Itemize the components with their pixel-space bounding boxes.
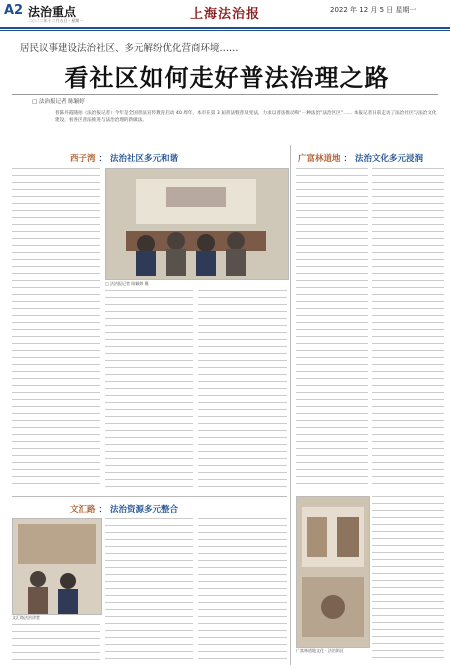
byline: □ 法治报记者 陈颖婷 — [32, 99, 85, 105]
photo-lecture-illustration — [13, 519, 101, 614]
body-column-8 — [372, 168, 444, 490]
section-title-text: 法治资源多元整合 — [109, 505, 178, 515]
photo-street-illustration — [297, 497, 369, 647]
section-title-text: 法治社区多元和谐 — [109, 154, 178, 164]
photo-caption-3: 文汇路法治讲堂 — [12, 615, 40, 620]
header-rule — [0, 27, 450, 29]
page-number: A2 — [4, 3, 24, 18]
header-rule-thin — [0, 30, 450, 31]
masthead-logo: 上海法治报 — [190, 7, 261, 22]
news-photo-1 — [105, 168, 289, 280]
news-photo-3 — [12, 518, 102, 615]
body-column-9 — [372, 496, 444, 664]
section-sep: ： — [95, 154, 110, 164]
kicker-line: 居民议事建设法治社区、多元解纷优化营商环境…… — [20, 43, 239, 54]
section-title-text: 法治文化多元浸润 — [354, 154, 423, 164]
section-place: 文汇路 — [70, 505, 96, 515]
photo-caption-1: □ 法治报记者 陈颖婷 摄 — [105, 281, 149, 286]
section-title: 法治重点 — [28, 5, 77, 19]
body-column-7 — [296, 168, 368, 490]
column-divider — [290, 145, 291, 665]
lead-paragraph: 普陈丹霞随拍（法治报记者）今年是全国普法宣传教育启动 40 周年，本市在第 3 届普法暨普及宪法，力求以普法推动和“一种法治”法治区区”…… 本报记者日前走访了法治社区与法治文化建设，看各区普法推进与法治治理的新做法。 — [55, 111, 437, 123]
photo-caption-2: 广富林道地文化 · 法治街区 — [296, 648, 344, 653]
section-place: 西子湾 — [70, 154, 96, 164]
body-column-6 — [198, 518, 287, 664]
section-divider — [12, 496, 287, 497]
photo-meeting-illustration — [106, 169, 288, 279]
header-subline: 二○二二年十二月五日 · 星期一 — [28, 18, 84, 23]
body-column-2 — [105, 290, 193, 490]
body-column-5 — [105, 518, 193, 664]
headline-rule — [12, 94, 438, 95]
section-heading-1 — [70, 152, 178, 164]
section-place: 广富林道地 — [298, 154, 341, 164]
section-sep: ： — [340, 154, 355, 164]
issue-date: 2022 年 12 月 5 日 星期一 — [330, 6, 417, 14]
body-column-4 — [12, 624, 100, 664]
section-heading-3 — [70, 503, 178, 515]
news-photo-2 — [296, 496, 370, 648]
section-heading-2 — [298, 152, 423, 164]
body-column-3 — [198, 290, 287, 490]
body-column-1 — [12, 168, 100, 490]
headline: 看社区如何走好普法治理之路 — [64, 63, 390, 92]
section-sep: ： — [95, 505, 110, 515]
